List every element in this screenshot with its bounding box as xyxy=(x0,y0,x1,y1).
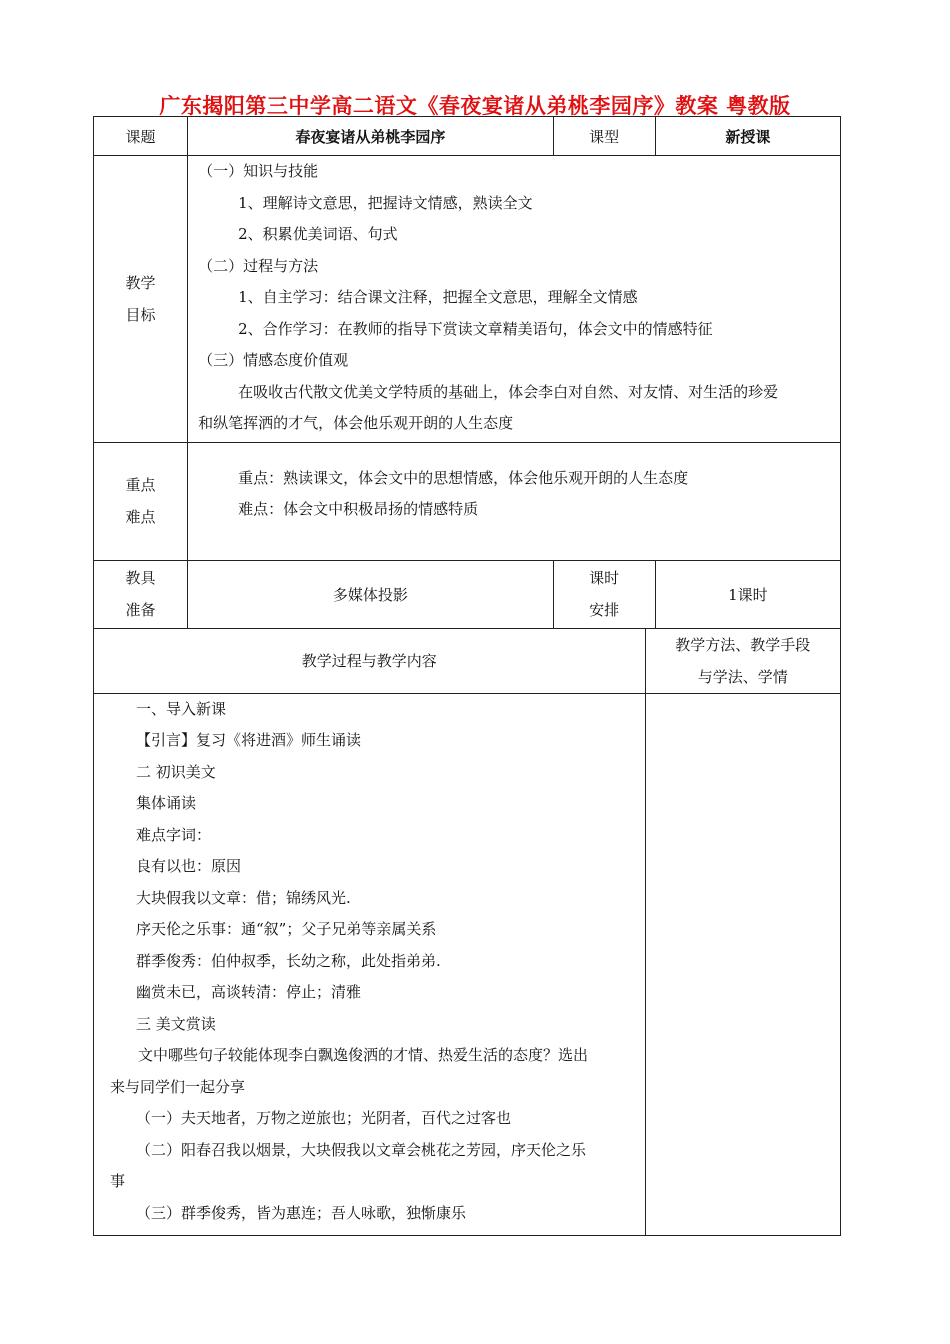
objectives-label-line1: 教学 xyxy=(125,273,156,292)
process-header-right xyxy=(645,628,840,693)
process-line: （一）夫天地者，万物之逆旅也；光阴者，百代之过客也 xyxy=(136,1109,512,1127)
process-line: 良有以也：原因 xyxy=(136,857,242,875)
process-line: 幽赏未已，高谈转清：停止；清雅 xyxy=(136,983,362,1001)
process-row xyxy=(94,693,841,1235)
keypoints-label-line1: 重点 xyxy=(125,476,156,494)
difficulty-line: 难点：体会文中积极昂扬的情感特质 xyxy=(238,500,479,518)
process-line: 大块假我以文章：借；锦绣风光. xyxy=(136,888,351,907)
time-label-line2: 安排 xyxy=(589,601,620,619)
objectives-label-line2: 目标 xyxy=(125,305,156,324)
process-line: 事 xyxy=(110,1172,126,1190)
tools-label xyxy=(94,560,188,628)
objective-line: 2、合作学习：在教师的指导下赏读文章精美语句，体会文中的情感特征 xyxy=(238,319,713,338)
tools-row xyxy=(94,560,841,628)
time-label xyxy=(553,560,655,628)
keypoints-row xyxy=(94,442,841,560)
process-line: 三 美文赏读 xyxy=(136,1014,216,1033)
keypoint-line: 重点：熟读课文，体会文中的思想情感，体会他乐观开朗的人生态度 xyxy=(238,468,689,487)
process-line: 集体诵读 xyxy=(136,794,197,812)
objective-line: 和纵笔挥洒的才气，体会他乐观开朗的人生态度 xyxy=(198,414,514,432)
objective-line: （三）情感态度价值观 xyxy=(198,351,349,369)
document-title: 广东揭阳第三中学高二语文《春夜宴诸从弟桃李园序》教案 粤教版 xyxy=(159,94,791,118)
process-line: 难点字词： xyxy=(136,825,212,844)
process-line: 二 初识美文 xyxy=(136,762,216,781)
time-value: 1课时 xyxy=(655,560,840,628)
process-header-right-line2: 与学法、学情 xyxy=(697,667,788,686)
tools-value: 多媒体投影 xyxy=(188,560,553,628)
objectives-row xyxy=(94,156,841,443)
lesson-plan-table xyxy=(93,116,841,1236)
keypoints-label xyxy=(94,442,188,560)
tools-label-line1: 教具 xyxy=(125,569,156,587)
process-header-right-line1: 教学方法、教学手段 xyxy=(675,635,811,654)
topic-value: 春夜宴诸从弟桃李园序 xyxy=(188,117,553,156)
process-content xyxy=(94,693,646,1235)
process-line: 一、导入新课 xyxy=(136,699,227,718)
process-line: 文中哪些句子较能体现李白飘逸俊洒的才情、热爱生活的态度？选出 xyxy=(138,1046,589,1064)
process-line: （三）群季俊秀，皆为惠连；吾人咏歌，独惭康乐 xyxy=(136,1203,467,1222)
objective-line: （一）知识与技能 xyxy=(198,162,319,180)
lesson-type-label: 课型 xyxy=(553,117,655,156)
keypoints-label-line2: 难点 xyxy=(125,508,156,526)
lesson-type-value: 新授课 xyxy=(655,117,840,156)
keypoints-content xyxy=(188,442,841,560)
objective-line: （二）过程与方法 xyxy=(198,256,319,275)
objective-line: 1、自主学习：结合课文注释，把握全文意思，理解全文情感 xyxy=(238,288,638,306)
time-label-line1: 课时 xyxy=(589,569,620,587)
process-line: 序天伦之乐事：通“叙”；父子兄弟等亲属关系 xyxy=(136,920,437,938)
process-methods-cell xyxy=(645,693,840,1235)
process-line: 来与同学们一起分享 xyxy=(110,1077,246,1096)
objectives-content xyxy=(188,156,841,443)
objective-line: 在吸收古代散文优美文学特质的基础上，体会李白对自然、对友情、对生活的珍爱 xyxy=(238,382,779,401)
process-line: 群季俊秀：伯仲叔季，长幼之称，此处指弟弟. xyxy=(136,951,441,970)
topic-row xyxy=(94,117,841,156)
objectives-label xyxy=(94,156,188,443)
objective-line: 2、积累优美词语、句式 xyxy=(238,225,398,243)
process-header-left: 教学过程与教学内容 xyxy=(94,628,646,693)
tools-label-line2: 准备 xyxy=(125,601,156,619)
objective-line: 1、理解诗文意思，把握诗文情感，熟读全文 xyxy=(238,193,533,212)
topic-label: 课题 xyxy=(94,117,188,156)
process-header-row xyxy=(94,628,841,693)
process-line: （二）阳春召我以烟景，大块假我以文章会桃花之芳园，序天伦之乐 xyxy=(136,1140,587,1159)
process-line: 【引言】复习《将进酒》师生诵读 xyxy=(136,731,362,749)
